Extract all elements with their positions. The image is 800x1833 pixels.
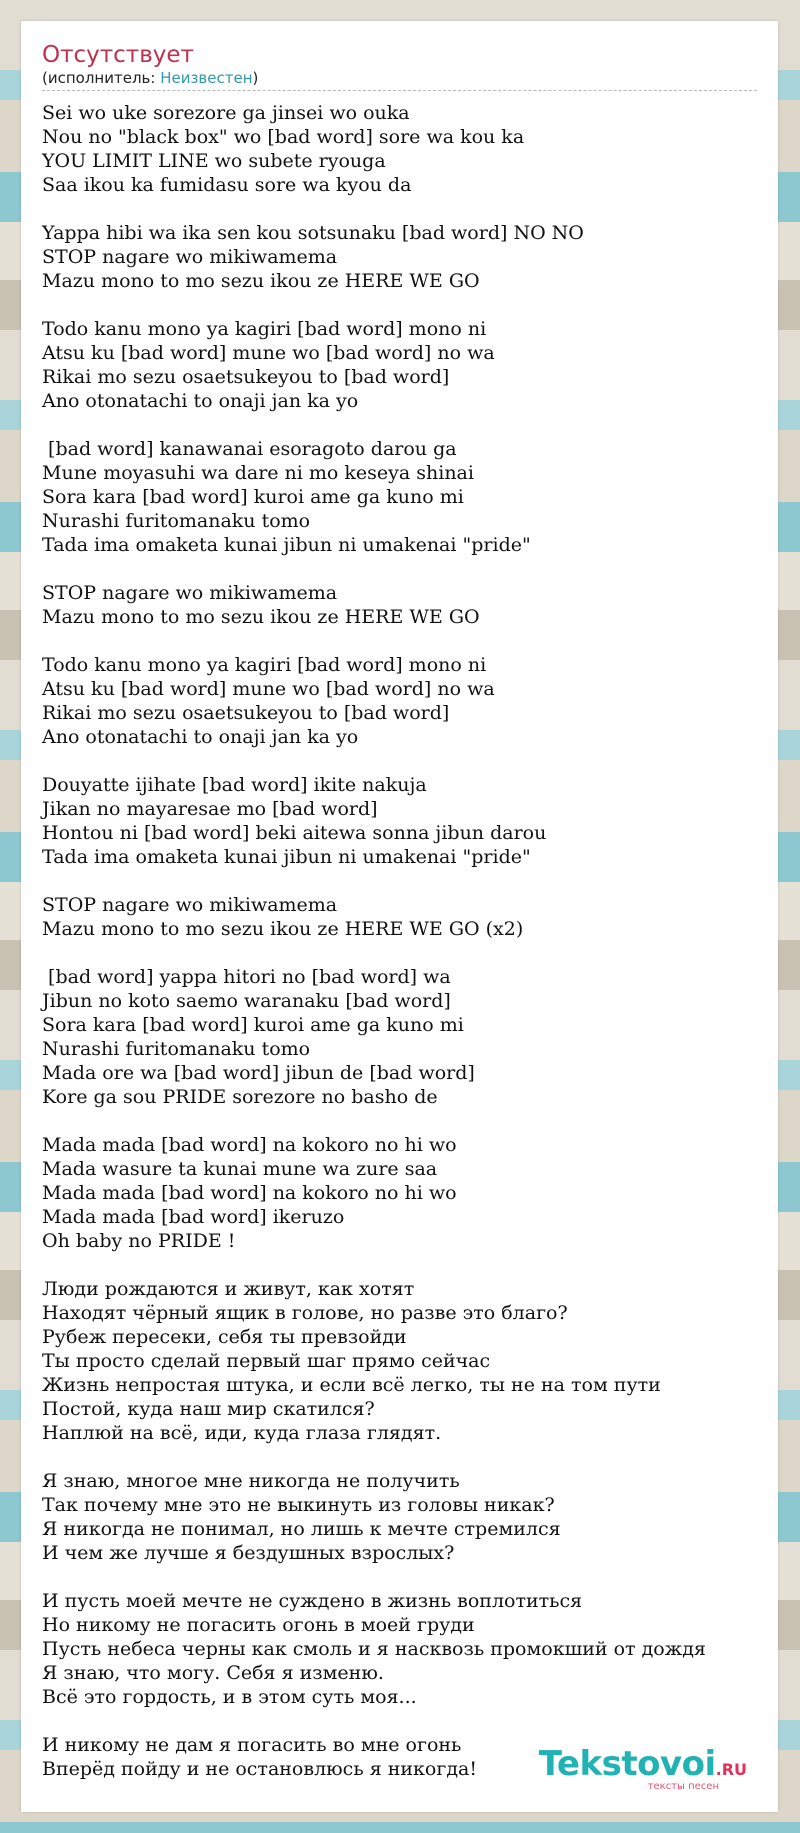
lyric-line: STOP nagare wo mikiwamema [42, 246, 338, 268]
lyric-line: Sora kara [bad word] kuroi ame ga kuno mi [42, 486, 464, 508]
lyrics-text [42, 101, 762, 1781]
lyric-line [42, 1565, 762, 1589]
lyric-line [42, 557, 762, 581]
lyric-line [42, 941, 762, 965]
lyric-line: Я знаю, многое мне никогда не получить [42, 1470, 460, 1492]
lyric-line: Рубеж пересеки, себя ты превзойди [42, 1326, 407, 1348]
lyric-line [42, 1253, 762, 1277]
lyric-line: Tada ima omaketa kunai jibun ni umakenai "pride" [42, 846, 531, 868]
artist-link[interactable]: Неизвестен [160, 69, 253, 87]
lyric-line: Jikan no mayaresae mo [bad word] [42, 798, 378, 820]
lyric-line: Nurashi furitomanaku tomo [42, 1038, 311, 1060]
lyric-line: Jibun no koto saemo waranaku [bad word] [42, 990, 451, 1012]
lyric-line: STOP nagare wo mikiwamema [42, 582, 338, 604]
site-logo[interactable] [539, 1746, 747, 1792]
lyric-line: [bad word] kanawanai esoragoto darou ga [42, 438, 457, 460]
logo-name: Tekstovoi [538, 1744, 716, 1784]
lyric-line: Но никому не погасить огонь в моей груди [42, 1614, 475, 1636]
lyric-line: Atsu ku [bad word] mune wo [bad word] no wa [42, 342, 495, 364]
lyric-line [42, 1109, 762, 1133]
lyric-line [42, 869, 762, 893]
lyric-line: Atsu ku [bad word] mune wo [bad word] no wa [42, 678, 495, 700]
artist-line [42, 69, 757, 87]
lyric-line: Mada ore wa [bad word] jibun de [bad word] [42, 1062, 475, 1084]
lyric-line: Так почему мне это не выкинуть из головы никак? [42, 1494, 555, 1516]
lyric-line: Mada mada [bad word] na kokoro no hi wo [42, 1182, 457, 1204]
lyric-line: Tada ima omaketa kunai jibun ni umakenai "pride" [42, 534, 531, 556]
lyric-line: Sora kara [bad word] kuroi ame ga kuno mi [42, 1014, 464, 1036]
lyric-line: Mazu mono to mo sezu ikou ze HERE WE GO [42, 270, 480, 292]
lyric-line: Rikai mo sezu osaetsukeyou to [bad word] [42, 702, 450, 724]
lyric-line: Наплюй на всё, иди, куда глаза глядят. [42, 1422, 442, 1444]
lyric-line: Mada wasure ta kunai mune wa zure saa [42, 1158, 438, 1180]
lyric-line: Mune moyasuhi wa dare ni mo keseya shinai [42, 462, 474, 484]
lyric-line: Вперёд пойду и не остановлюсь я никогда! [42, 1758, 477, 1780]
lyric-line: Yappa hibi wa ika sen kou sotsunaku [bad word] NO NO [42, 222, 584, 244]
lyric-line: Ты просто сделай первый шаг прямо сейчас [42, 1350, 491, 1372]
lyric-line: Пусть небеса черны как смоль и я насквозь промокший от дождя [42, 1638, 706, 1660]
lyric-line: Жизнь непростая штука, и если всё легко, ты не на том пути [42, 1374, 661, 1396]
lyric-line: Sei wo uke sorezore ga jinsei wo ouka [42, 102, 410, 124]
lyric-line: И чем же лучше я бездушных взрослых? [42, 1542, 455, 1564]
lyric-line: Я никогда не понимал, но лишь к мечте стремился [42, 1518, 561, 1540]
lyric-line: STOP nagare wo mikiwamema [42, 894, 338, 916]
lyric-line: И никому не дам я погасить во мне огонь [42, 1734, 462, 1756]
artist-suffix: ) [252, 69, 259, 87]
lyric-line: Всё это гордость, и в этом суть моя... [42, 1686, 417, 1708]
lyric-line [42, 629, 762, 653]
logo-tld: .RU [715, 1760, 747, 1779]
lyric-line: И пусть моей мечте не суждено в жизнь воплотиться [42, 1590, 583, 1612]
song-header [42, 41, 757, 91]
lyric-line: Nurashi furitomanaku tomo [42, 510, 311, 532]
lyric-line: Ano otonatachi to onaji jan ka yo [42, 726, 359, 748]
lyric-line: Люди рождаются и живут, как хотят [42, 1278, 415, 1300]
song-title: Отсутствует [42, 42, 194, 68]
lyric-line [42, 749, 762, 773]
lyric-line: Todo kanu mono ya kagiri [bad word] mono ni [42, 318, 487, 340]
lyric-line [42, 1445, 762, 1469]
lyrics-card [21, 21, 778, 1812]
lyric-line: Oh baby no PRIDE ! [42, 1230, 236, 1252]
lyric-line: Douyatte ijihate [bad word] ikite nakuja [42, 774, 427, 796]
lyric-line [42, 293, 762, 317]
artist-prefix: (исполнитель: [42, 69, 161, 87]
lyric-line [42, 197, 762, 221]
lyric-line: Nou no "black box" wo [bad word] sore wa kou ka [42, 126, 525, 148]
lyric-line: YOU LIMIT LINE wo subete ryouga [42, 150, 386, 172]
lyric-line: Я знаю, что могу. Себя я изменю. [42, 1662, 384, 1684]
lyric-line [42, 413, 762, 437]
lyric-line: Mada mada [bad word] ikeruzo [42, 1206, 345, 1228]
lyric-line: Saa ikou ka fumidasu sore wa kyou da [42, 174, 412, 196]
lyric-line: Mazu mono to mo sezu ikou ze HERE WE GO [42, 606, 480, 628]
lyric-line: Rikai mo sezu osaetsukeyou to [bad word] [42, 366, 450, 388]
lyric-line: Hontou ni [bad word] beki aitewa sonna jibun darou [42, 822, 547, 844]
lyric-line: [bad word] yappa hitori no [bad word] wa [42, 966, 451, 988]
lyric-line: Kore ga sou PRIDE sorezore no basho de [42, 1086, 438, 1108]
lyric-line: Постой, куда наш мир скатился? [42, 1398, 375, 1420]
logo-tagline: тексты песен [647, 1781, 719, 1792]
lyric-line [42, 1709, 762, 1733]
lyric-line: Находят чёрный ящик в голове, но разве это благо? [42, 1302, 568, 1324]
lyric-line: Todo kanu mono ya kagiri [bad word] mono ni [42, 654, 487, 676]
lyric-line: Mazu mono to mo sezu ikou ze HERE WE GO (x2) [42, 918, 524, 940]
lyric-line: Mada mada [bad word] na kokoro no hi wo [42, 1134, 457, 1156]
lyric-line: Ano otonatachi to onaji jan ka yo [42, 390, 359, 412]
